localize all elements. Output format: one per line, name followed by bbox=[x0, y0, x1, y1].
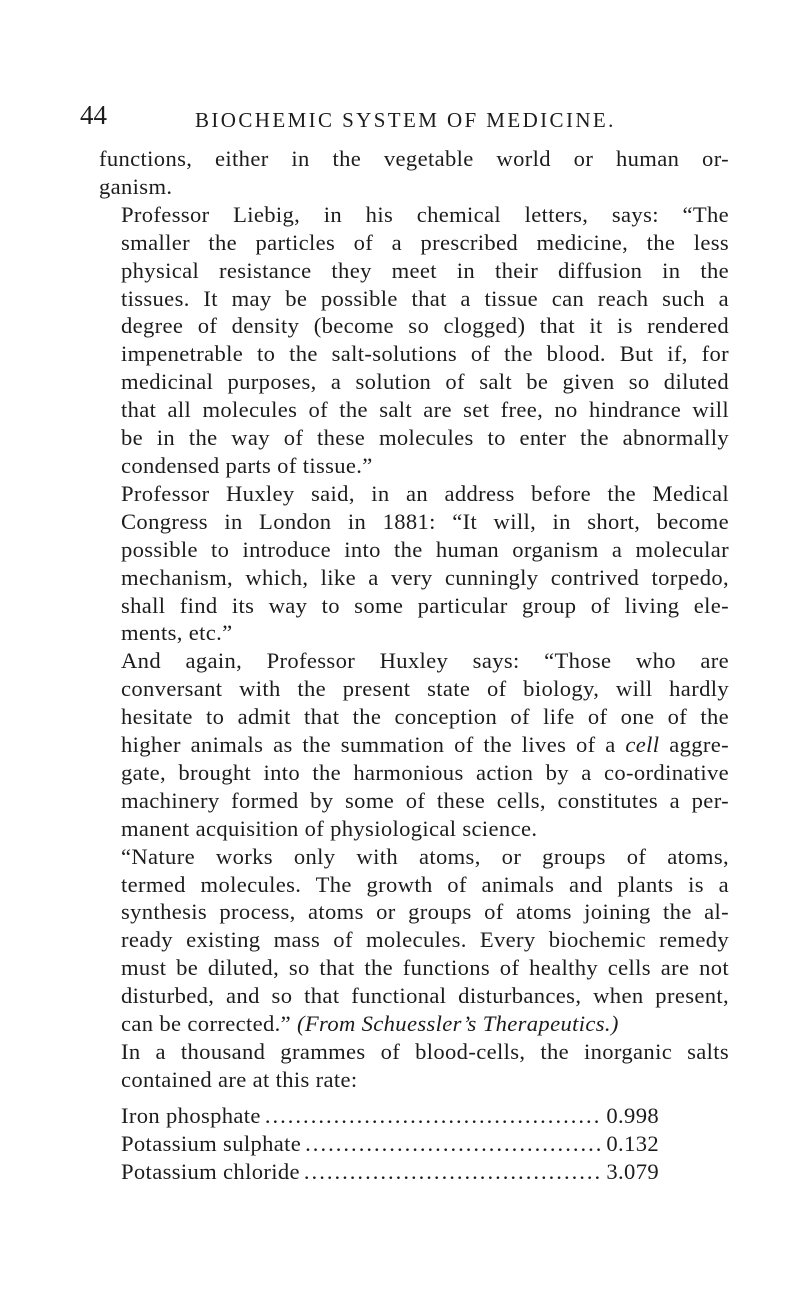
table-row bbox=[121, 1130, 659, 1158]
dot-leader bbox=[305, 1130, 602, 1158]
text-line: tissues. It may be possible that a tissue can reach such a bbox=[121, 285, 729, 311]
text-line: condensed parts of tissue.” bbox=[121, 452, 373, 478]
text-fragment: aggre- bbox=[669, 732, 729, 758]
text-fragment: can be corrected.” bbox=[121, 1011, 291, 1037]
text-line: machinery formed by some of these cells, constitutes a per- bbox=[121, 787, 729, 813]
text-line: shall find its way to some particular group of living ele- bbox=[121, 592, 729, 618]
text-line bbox=[99, 731, 729, 759]
body-text bbox=[99, 145, 729, 1185]
dot-leader bbox=[265, 1102, 603, 1130]
text-line: Professor Huxley said, in an address before the Medical bbox=[121, 480, 729, 506]
text-line: Professor Liebig, in his chemical letters, says: “The bbox=[121, 201, 729, 227]
text-line: synthesis process, atoms or groups of atoms joining the al- bbox=[121, 899, 729, 925]
salt-name: Iron phosphate bbox=[121, 1102, 261, 1128]
paragraph-blood-cells bbox=[99, 1038, 729, 1094]
dot-leader bbox=[304, 1158, 603, 1186]
text-fragment: higher animals as the summation of the lives of a bbox=[121, 732, 616, 758]
text-line: termed molecules. The growth of animals and plants is a bbox=[121, 871, 729, 897]
text-line: impenetrable to the salt-solutions of the blood. But if, for bbox=[121, 341, 729, 367]
text-line: contained are at this rate: bbox=[121, 1066, 358, 1092]
italic-word: cell bbox=[625, 732, 660, 758]
paragraph-continued bbox=[99, 145, 729, 201]
salt-name: Potassium chloride bbox=[121, 1158, 300, 1184]
text-line: In a thousand grammes of blood-cells, the inorganic salts bbox=[121, 1039, 729, 1064]
text-line: smaller the particles of a prescribed medicine, the less bbox=[121, 229, 729, 255]
text-line: possible to introduce into the human organism a molecular bbox=[121, 536, 729, 562]
salt-value: 0.998 bbox=[606, 1102, 659, 1128]
text-line: manent acquisition of physiological science. bbox=[121, 815, 538, 841]
text-line: be in the way of these molecules to enter the abnormally bbox=[121, 425, 729, 451]
salt-value: 3.079 bbox=[606, 1158, 659, 1184]
paragraph-nature bbox=[99, 843, 729, 1038]
text-line: that all molecules of the salt are set free, no hindrance will bbox=[121, 397, 729, 423]
page-number: 44 bbox=[80, 100, 107, 130]
table-row bbox=[121, 1102, 659, 1130]
text-line: Congress in London in 1881: “It will, in short, become bbox=[121, 508, 729, 534]
paragraph-huxley-address bbox=[99, 480, 729, 647]
paragraph-huxley-biology bbox=[99, 647, 729, 842]
text-line: gate, brought into the harmonious action by a co-ordinative bbox=[121, 759, 729, 785]
text-line: conversant with the present state of biology, will hardly bbox=[121, 676, 729, 702]
text-line: medicinal purposes, a solution of salt be given so diluted bbox=[121, 369, 729, 395]
salt-table bbox=[121, 1102, 659, 1186]
text-line: hesitate to admit that the conception of life of one of the bbox=[121, 704, 729, 730]
paragraph-liebig bbox=[99, 201, 729, 480]
salt-value: 0.132 bbox=[606, 1130, 659, 1156]
text-line: ready existing mass of molecules. Every biochemic remedy bbox=[121, 927, 729, 953]
text-line: ganism. bbox=[99, 173, 173, 199]
table-row bbox=[121, 1158, 659, 1186]
text-line: degree of density (become so clogged) that it is rendered bbox=[121, 313, 729, 339]
page-header bbox=[80, 100, 760, 140]
text-line: “Nature works only with atoms, or groups of atoms, bbox=[121, 843, 729, 869]
text-line: ments, etc.” bbox=[121, 620, 233, 646]
text-line: must be diluted, so that the functions of healthy cells are not bbox=[121, 955, 729, 981]
text-line: functions, either in the vegetable world or human or- bbox=[99, 146, 729, 171]
text-line: mechanism, which, like a very cunningly contrived torpedo, bbox=[121, 564, 729, 590]
running-head: BIOCHEMIC SYSTEM OF MEDICINE. bbox=[195, 108, 616, 132]
text-line: disturbed, and so that functional disturbances, when present, bbox=[121, 983, 729, 1009]
text-line: physical resistance they meet in their diffusion in the bbox=[121, 257, 729, 283]
salt-name: Potassium sulphate bbox=[121, 1130, 302, 1156]
citation: (From Schuessler’s Therapeutics.) bbox=[296, 1011, 619, 1037]
text-line: And again, Professor Huxley says: “Those who are bbox=[121, 648, 729, 674]
text-line bbox=[99, 1010, 729, 1038]
